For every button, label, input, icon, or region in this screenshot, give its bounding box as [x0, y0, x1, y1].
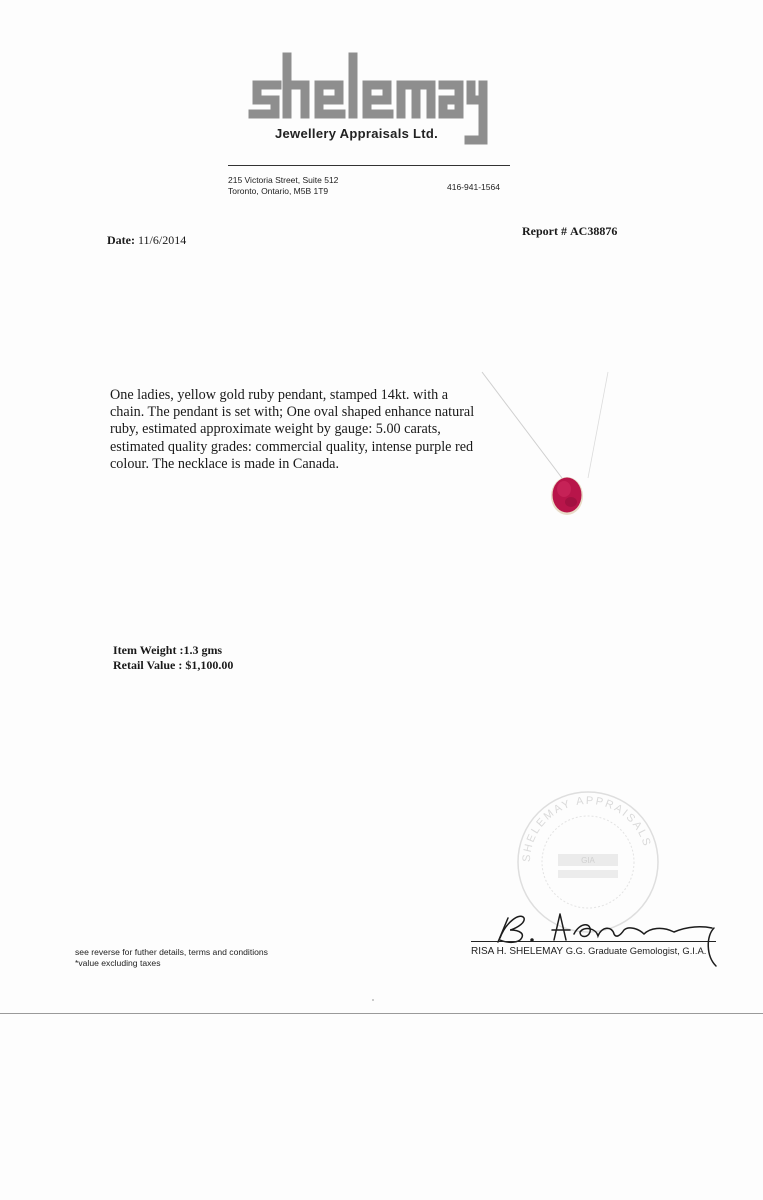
address-line-1: 215 Victoria Street, Suite 512 — [228, 175, 339, 185]
item-description: One ladies, yellow gold ruby pendant, stamped 14kt. with a chain. The pendant is set with; One oval shaped enhance natural ruby, estimated approximate weight by gauge: 5.00 carats, estimated quality grades: commercial quality, intense purple red colour. The necklace is made in Canada. — [110, 387, 475, 472]
report-number-value: AC38876 — [570, 224, 618, 238]
pendant-photo — [476, 368, 656, 518]
report-number — [522, 224, 617, 239]
scan-speck — [372, 999, 374, 1001]
letterhead-rule — [228, 165, 510, 166]
retail-value — [113, 658, 233, 673]
item-values — [113, 643, 233, 673]
appraiser-credentials: G.G. Graduate Gemologist, G.I.A. — [565, 945, 707, 956]
appraiser-signature-block — [471, 945, 706, 957]
retail-value-amount: $1,100.00 — [185, 658, 234, 672]
appraiser-name: RISA H. SHELEMAY — [471, 946, 564, 957]
address-line-2: Toronto, Ontario, M5B 1T9 — [228, 186, 329, 196]
company-phone: 416-941-1564 — [447, 182, 500, 192]
seal-ring-text: SHELEMAY APPRAISALS — [520, 794, 654, 863]
footer-terms-note: see reverse for futher details, terms and conditions — [75, 947, 268, 957]
handwritten-signature — [480, 900, 725, 970]
date-value: 11/6/2014 — [137, 233, 187, 247]
item-weight — [113, 643, 233, 658]
footer-notes — [75, 947, 268, 969]
report-date — [107, 233, 186, 248]
page-bottom-edge — [0, 1013, 763, 1014]
item-weight-label: Item Weight : — [113, 643, 184, 657]
footer-tax-note: *value excluding taxes — [75, 958, 161, 968]
seal-center-text: GIA — [581, 856, 595, 865]
company-tagline: Jewellery Appraisals Ltd. — [275, 126, 439, 141]
item-weight-value: 1.3 gms — [183, 643, 223, 657]
signature-line — [471, 941, 716, 942]
company-address — [228, 175, 338, 197]
report-number-label: Report # — [522, 224, 567, 238]
svg-text:SHELEMAY APPRAISALS — [521, 795, 653, 862]
retail-value-label: Retail Value : — [113, 658, 183, 672]
date-label: Date: — [107, 233, 135, 247]
